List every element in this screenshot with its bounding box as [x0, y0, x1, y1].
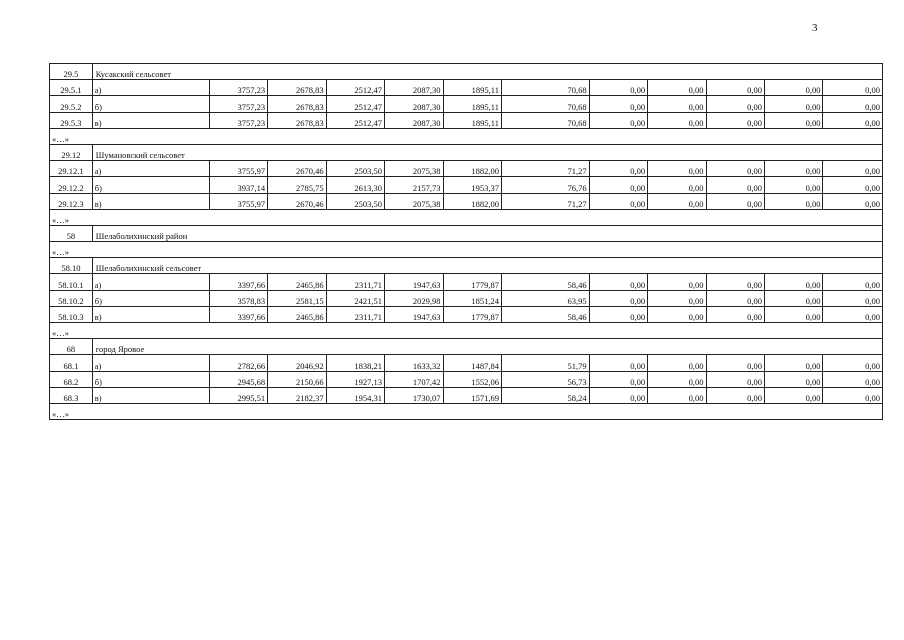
value-cell: 1953,37: [443, 177, 501, 193]
section-code: 68: [50, 339, 93, 355]
value-cell: 2678,83: [268, 112, 326, 128]
value-cell: 0,00: [706, 306, 764, 322]
value-cell: 0,00: [706, 96, 764, 112]
value-cell: 1895,11: [443, 80, 501, 96]
section-title: город Яровое: [92, 339, 882, 355]
row-label: в): [92, 193, 209, 209]
value-cell: 2150,66: [268, 371, 326, 387]
row-label: а): [92, 161, 209, 177]
value-cell: 71,27: [501, 193, 589, 209]
section-title: Шелаболихинский сельсовет: [92, 258, 882, 274]
row-label: б): [92, 177, 209, 193]
value-cell: 2182,37: [268, 387, 326, 403]
value-cell: 3937,14: [209, 177, 267, 193]
row-label: б): [92, 96, 209, 112]
value-cell: 1882,00: [443, 193, 501, 209]
value-cell: 0,00: [823, 112, 883, 128]
value-cell: 0,00: [648, 290, 706, 306]
value-cell: 70,68: [501, 80, 589, 96]
value-cell: 2465,86: [268, 274, 326, 290]
ellipsis-mark: «…»: [50, 323, 883, 339]
value-cell: 3757,23: [209, 112, 267, 128]
value-cell: 0,00: [589, 371, 647, 387]
section-header-row: [50, 225, 883, 241]
value-cell: 58,46: [501, 274, 589, 290]
table-row: [50, 80, 883, 96]
row-code: 29.5.2: [50, 96, 93, 112]
ellipsis-mark: «…»: [50, 209, 883, 225]
value-cell: 2087,30: [385, 80, 443, 96]
value-cell: 0,00: [706, 371, 764, 387]
value-cell: 0,00: [648, 274, 706, 290]
table-body: [50, 64, 883, 420]
value-cell: 1838,21: [326, 355, 384, 371]
value-cell: 0,00: [823, 96, 883, 112]
ellipsis-row: [50, 403, 883, 419]
value-cell: 1552,06: [443, 371, 501, 387]
table-row: [50, 387, 883, 403]
row-code: 58.10.1: [50, 274, 93, 290]
row-label: а): [92, 355, 209, 371]
value-cell: 1487,84: [443, 355, 501, 371]
value-cell: 1954,31: [326, 387, 384, 403]
value-cell: 3757,23: [209, 80, 267, 96]
row-label: в): [92, 387, 209, 403]
value-cell: 1707,42: [385, 371, 443, 387]
value-cell: 0,00: [823, 274, 883, 290]
value-cell: 0,00: [823, 290, 883, 306]
value-cell: 2512,47: [326, 112, 384, 128]
section-code: 29.5: [50, 64, 93, 80]
value-cell: 0,00: [823, 306, 883, 322]
value-cell: 2678,83: [268, 96, 326, 112]
value-cell: 2465,86: [268, 306, 326, 322]
value-cell: 3757,23: [209, 96, 267, 112]
value-cell: 1633,32: [385, 355, 443, 371]
value-cell: 2670,46: [268, 193, 326, 209]
value-cell: 1895,11: [443, 96, 501, 112]
row-label: в): [92, 306, 209, 322]
value-cell: 2029,98: [385, 290, 443, 306]
value-cell: 0,00: [648, 177, 706, 193]
value-cell: 2311,71: [326, 274, 384, 290]
value-cell: 0,00: [589, 274, 647, 290]
table-row: [50, 161, 883, 177]
value-cell: 1851,24: [443, 290, 501, 306]
value-cell: 0,00: [823, 80, 883, 96]
value-cell: 0,00: [589, 161, 647, 177]
value-cell: 0,00: [764, 306, 822, 322]
row-code: 29.5.1: [50, 80, 93, 96]
value-cell: 0,00: [764, 112, 822, 128]
row-label: а): [92, 80, 209, 96]
value-cell: 0,00: [589, 96, 647, 112]
value-cell: 0,00: [706, 161, 764, 177]
value-cell: 0,00: [648, 80, 706, 96]
value-cell: 0,00: [764, 96, 822, 112]
table-row: [50, 355, 883, 371]
value-cell: 0,00: [764, 355, 822, 371]
value-cell: 1882,00: [443, 161, 501, 177]
value-cell: 0,00: [648, 387, 706, 403]
table-row: [50, 193, 883, 209]
section-code: 58: [50, 225, 93, 241]
table-row: [50, 306, 883, 322]
value-cell: 2782,66: [209, 355, 267, 371]
ellipsis-row: [50, 209, 883, 225]
section-title: Кусакский сельсовет: [92, 64, 882, 80]
value-cell: 3397,66: [209, 274, 267, 290]
value-cell: 0,00: [589, 193, 647, 209]
value-cell: 1730,07: [385, 387, 443, 403]
row-label: а): [92, 274, 209, 290]
table-row: [50, 290, 883, 306]
row-code: 29.12.2: [50, 177, 93, 193]
value-cell: 76,76: [501, 177, 589, 193]
value-cell: 0,00: [823, 387, 883, 403]
value-cell: 63,95: [501, 290, 589, 306]
value-cell: 3578,83: [209, 290, 267, 306]
row-code: 68.1: [50, 355, 93, 371]
row-code: 58.10.2: [50, 290, 93, 306]
value-cell: 0,00: [589, 290, 647, 306]
value-cell: 0,00: [589, 387, 647, 403]
value-cell: 2087,30: [385, 96, 443, 112]
value-cell: 1947,63: [385, 274, 443, 290]
value-cell: 2945,68: [209, 371, 267, 387]
value-cell: 0,00: [706, 290, 764, 306]
value-cell: 2678,83: [268, 80, 326, 96]
value-cell: 2075,38: [385, 161, 443, 177]
value-cell: 3755,97: [209, 161, 267, 177]
section-code: 29.12: [50, 144, 93, 160]
row-label: в): [92, 112, 209, 128]
value-cell: 71,27: [501, 161, 589, 177]
table-row: [50, 112, 883, 128]
page-number: 3: [812, 22, 818, 34]
value-cell: 2087,30: [385, 112, 443, 128]
value-cell: 2670,46: [268, 161, 326, 177]
row-code: 29.12.1: [50, 161, 93, 177]
value-cell: 56,73: [501, 371, 589, 387]
value-cell: 1779,87: [443, 306, 501, 322]
value-cell: 0,00: [706, 193, 764, 209]
value-cell: 2157,73: [385, 177, 443, 193]
value-cell: 2581,15: [268, 290, 326, 306]
table-row: [50, 177, 883, 193]
ellipsis-mark: «…»: [50, 242, 883, 258]
value-cell: 0,00: [764, 193, 822, 209]
value-cell: 0,00: [764, 290, 822, 306]
value-cell: 0,00: [764, 177, 822, 193]
value-cell: 2512,47: [326, 80, 384, 96]
value-cell: 0,00: [764, 371, 822, 387]
ellipsis-row: [50, 323, 883, 339]
value-cell: 2075,38: [385, 193, 443, 209]
value-cell: 0,00: [589, 177, 647, 193]
value-cell: 0,00: [764, 387, 822, 403]
value-cell: 3397,66: [209, 306, 267, 322]
ellipsis-row: [50, 128, 883, 144]
section-header-row: [50, 258, 883, 274]
value-cell: 0,00: [823, 355, 883, 371]
value-cell: 1947,63: [385, 306, 443, 322]
section-header-row: [50, 64, 883, 80]
table-row: [50, 274, 883, 290]
value-cell: 58,46: [501, 306, 589, 322]
value-cell: 0,00: [706, 387, 764, 403]
table-row: [50, 371, 883, 387]
value-cell: 2995,51: [209, 387, 267, 403]
value-cell: 0,00: [706, 177, 764, 193]
value-cell: 0,00: [706, 355, 764, 371]
row-label: б): [92, 290, 209, 306]
value-cell: 1927,13: [326, 371, 384, 387]
ellipsis-mark: «…»: [50, 128, 883, 144]
value-cell: 2046,92: [268, 355, 326, 371]
value-cell: 51,79: [501, 355, 589, 371]
value-cell: 2503,50: [326, 193, 384, 209]
value-cell: 3755,97: [209, 193, 267, 209]
ellipsis-mark: «…»: [50, 403, 883, 419]
value-cell: 0,00: [764, 274, 822, 290]
value-cell: 0,00: [589, 355, 647, 371]
value-cell: 2785,75: [268, 177, 326, 193]
section-title: Шумановский сельсовет: [92, 144, 882, 160]
section-code: 58.10: [50, 258, 93, 274]
value-cell: 0,00: [648, 355, 706, 371]
ellipsis-row: [50, 242, 883, 258]
value-cell: 2512,47: [326, 96, 384, 112]
value-cell: 0,00: [823, 177, 883, 193]
value-cell: 2311,71: [326, 306, 384, 322]
value-cell: 0,00: [823, 371, 883, 387]
row-code: 68.3: [50, 387, 93, 403]
section-header-row: [50, 144, 883, 160]
value-cell: 70,68: [501, 112, 589, 128]
value-cell: 2613,30: [326, 177, 384, 193]
section-header-row: [50, 339, 883, 355]
tariff-table: [49, 63, 883, 420]
value-cell: 1779,87: [443, 274, 501, 290]
value-cell: 0,00: [823, 193, 883, 209]
row-code: 29.12.3: [50, 193, 93, 209]
value-cell: 58,24: [501, 387, 589, 403]
value-cell: 70,68: [501, 96, 589, 112]
value-cell: 0,00: [706, 112, 764, 128]
value-cell: 0,00: [589, 80, 647, 96]
value-cell: 0,00: [823, 161, 883, 177]
value-cell: 2421,51: [326, 290, 384, 306]
value-cell: 0,00: [706, 274, 764, 290]
row-label: б): [92, 371, 209, 387]
value-cell: 1895,11: [443, 112, 501, 128]
value-cell: 2503,50: [326, 161, 384, 177]
value-cell: 0,00: [648, 371, 706, 387]
value-cell: 0,00: [648, 96, 706, 112]
section-title: Шелаболихинский район: [92, 225, 882, 241]
value-cell: 0,00: [764, 80, 822, 96]
value-cell: 1571,69: [443, 387, 501, 403]
row-code: 29.5.3: [50, 112, 93, 128]
row-code: 58.10.3: [50, 306, 93, 322]
row-code: 68.2: [50, 371, 93, 387]
value-cell: 0,00: [648, 306, 706, 322]
value-cell: 0,00: [589, 112, 647, 128]
table-row: [50, 96, 883, 112]
value-cell: 0,00: [648, 193, 706, 209]
value-cell: 0,00: [589, 306, 647, 322]
value-cell: 0,00: [648, 112, 706, 128]
value-cell: 0,00: [764, 161, 822, 177]
value-cell: 0,00: [648, 161, 706, 177]
value-cell: 0,00: [706, 80, 764, 96]
